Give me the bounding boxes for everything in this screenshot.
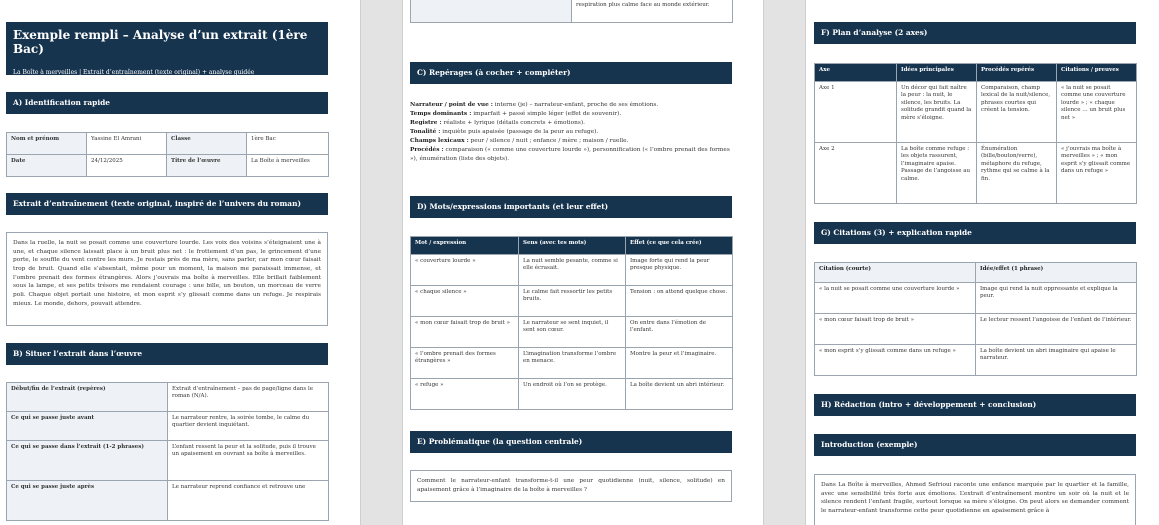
plan-header: Axe: [815, 64, 897, 82]
document-page-3: [806, 0, 1159, 525]
plan-cell: Axe 2: [815, 143, 897, 204]
reperage-item: [410, 119, 732, 128]
mots-row: [411, 348, 733, 379]
effet-cell: Le lecteur ressent l’angoisse de l’enfant de l’intérieur.: [976, 314, 1137, 345]
section-d-header: D) Mots/expressions importants (et leur effet): [410, 196, 732, 218]
situer-table-continued: [410, 0, 733, 23]
document-page-2: [403, 0, 763, 525]
reperage-value: comparaison (« comme une couverture lourde »), personnification (« l’ombre prenait des formes »), énumération (liste des objets).: [410, 146, 730, 162]
mots-row: [411, 255, 733, 286]
mots-cell: La nuit semble pesante, comme si elle écrasait.: [519, 255, 626, 286]
mots-row: [411, 286, 733, 317]
work-title-label: Titre de l’œuvre: [167, 155, 247, 177]
citation-row: [815, 345, 1137, 376]
situer-label: Ce qui se passe juste avant: [7, 412, 168, 441]
reperage-item: [410, 110, 732, 119]
plan-table: [814, 63, 1137, 204]
reperage-item: [410, 137, 732, 146]
section-h-header: H) Rédaction (intro + développement + conclusion): [814, 394, 1136, 416]
document-title: Exemple rempli – Analyse d’un extrait (1ère Bac): [13, 28, 308, 56]
section-g-header: G) Citations (3) + explication rapide: [814, 222, 1136, 244]
mots-cell: Tension : on attend quelque chose.: [626, 286, 733, 317]
reperage-label: Narrateur / point de vue :: [410, 102, 493, 108]
mots-cell: Le narrateur se sent inquiet, il sent son cœur.: [519, 317, 626, 348]
document-page-1: [0, 0, 360, 525]
citation-cell: « mon esprit s’y glissait comme dans un refuge »: [815, 345, 976, 376]
effet-cell: Image qui rend la nuit oppressante et explique la peur.: [976, 283, 1137, 314]
plan-row: [815, 82, 1137, 143]
intro-text: Dans La Boîte à merveilles, Ahmed Sefrioui raconte une enfance marquée par le quartier et la famille, avec une sensibilité très forte aux émotions. L’extrait d’entraînement montre un soir où la nuit et le silence rendent l’enfant fragile, surtout lorsque sa mère s’éloigne. On peut alors se demander comment le narrateur-enfant transforme cette peur quotidienne en apaisement grâce à: [814, 474, 1136, 525]
class-value: 1ère Bac: [247, 133, 329, 155]
citation-row: [815, 283, 1137, 314]
mots-cell: « couverture lourde »: [411, 255, 519, 286]
effet-header: Idée/effet (1 phrase): [976, 263, 1137, 283]
reperage-item: [410, 101, 732, 110]
reperage-value: réaliste + lyrique (détails concrets + émotions).: [441, 119, 585, 126]
intro-header: Introduction (exemple): [814, 434, 1136, 456]
situer-value: Le narrateur rentre, la soirée tombe, le calme du quartier devient inquiétant.: [168, 412, 329, 441]
reperage-label: Procédés :: [410, 146, 444, 153]
citation-cell: « mon cœur faisait trop de bruit »: [815, 314, 976, 345]
plan-cell: « j’ouvrais ma boîte à merveilles » ; « mon esprit s’y glissait comme dans un refuge »: [1057, 143, 1137, 204]
reperage-value: imparfait + passé simple léger (effet de souvenir).: [471, 110, 622, 117]
mots-cell: On entre dans l’émotion de l’enfant.: [626, 317, 733, 348]
mots-cell: Un endroit où l’on se protège.: [519, 379, 626, 410]
plan-header: Idées principales: [897, 64, 977, 82]
reperage-value: peur / silence / nuit ; enfance / mère ; maison / ruelle.: [468, 137, 629, 144]
extract-text: Dans la ruelle, la nuit se posait comme une couverture lourde. Les voix des voisins s’éteignaient une à une, et chaque silence laissait place à un bruit plus net : le frottement d’un pas, le grincement d’une porte, le souffle du vent contre les murs. Je restais près de ma mère, sans parler, car mon cœur faisait trop de bruit. Quand elle s’absentait, même pour un moment, la maison me paraissait immense, et l’ombre prenait des formes étrangères. Alors j’ouvrais ma boîte à merveilles. Elle brillait faiblement sous la lampe, et ses petits trésors me rendaient courage : une bille, un bouton, un morceau de verre poli. Chaque objet portait une histoire, et mon esprit s’y glissait comme dans un refuge. Je respirais mieux. Le monde, dehors, pouvait attendre.: [6, 232, 328, 326]
section-a-header: A) Identification rapide: [6, 92, 328, 114]
section-b-header: B) Situer l’extrait dans l’œuvre: [6, 343, 328, 365]
situer-value: Le narrateur reprend confiance et retrouve une: [168, 481, 329, 521]
citation-cell: « la nuit se posait comme une couverture lourde »: [815, 283, 976, 314]
mots-table: [410, 236, 733, 410]
reperage-label: Champs lexicaux :: [410, 137, 469, 144]
reperage-value: inquiète puis apaisée (passage de la peur au refuge).: [440, 128, 599, 135]
document-subtitle: La Boîte à merveilles | Extrait d’entraînement (texte original) + analyse guidée: [13, 69, 255, 76]
mots-cell: Image forte qui rend la peur presque physique.: [626, 255, 733, 286]
plan-cell: « la nuit se posait comme une couverture lourde » ; « chaque silence … un bruit plus net »: [1057, 82, 1137, 143]
plan-cell: Axe 1: [815, 82, 897, 143]
section-e-header: E) Problématique (la question centrale): [410, 431, 732, 453]
mots-row: [411, 379, 733, 410]
mots-cell: « chaque silence »: [411, 286, 519, 317]
name-label: Nom et prénom: [7, 133, 87, 155]
situer-value: Extrait d’entraînement – pas de page/ligne dans le roman (N/A).: [168, 383, 329, 412]
mots-header-sens: Sens (avec tes mots): [519, 237, 626, 255]
situer-row: [7, 383, 329, 412]
extract-header: Extrait d’entraînement (texte original, inspiré de l’univers du roman): [6, 193, 328, 215]
mots-cell: « refuge »: [411, 379, 519, 410]
situer-label-continued: [411, 0, 572, 23]
date-label: Date: [7, 155, 87, 177]
plan-cell: Un décor qui fait naître la peur : la nuit, le silence, les bruits. La solitude grandit quand la mère s’éloigne.: [897, 82, 977, 143]
reperage-item: [410, 128, 732, 137]
mots-header-effet: Effet (ce que cela crée): [626, 237, 733, 255]
citation-header: Citation (courte): [815, 263, 976, 283]
reperage-label: Tonalité :: [410, 128, 441, 135]
mots-cell: La boîte devient un abri intérieur.: [626, 379, 733, 410]
citation-row: [815, 314, 1137, 345]
reperage-item: [410, 146, 732, 164]
plan-cell: Énumération (bille/bouton/verre), métaphore du refuge, rythme qui se calme à la fin.: [977, 143, 1057, 204]
mots-cell: « l’ombre prenait des formes étrangères »: [411, 348, 519, 379]
name-value: Yassine El Amrani: [87, 133, 167, 155]
plan-row: [815, 143, 1137, 204]
section-f-header: F) Plan d’analyse (2 axes): [814, 22, 1136, 44]
work-title-value: La Boîte à merveilles: [247, 155, 329, 177]
reperage-label: Temps dominants :: [410, 110, 472, 117]
mots-row: [411, 317, 733, 348]
situer-value-continued: respiration plus calme face au monde extérieur.: [572, 0, 733, 23]
plan-header: Citations / preuves: [1057, 64, 1137, 82]
plan-cell: Comparaison, champ lexical de la nuit/silence, phrases courtes qui créent la tension.: [977, 82, 1057, 143]
situer-label: Début/fin de l’extrait (repères): [7, 383, 168, 412]
plan-cell: La boîte comme refuge : les objets rassurent, l’imaginaire apaise. Passage de l’angoisse au calme.: [897, 143, 977, 204]
situer-table: [6, 382, 329, 521]
situer-row: [7, 481, 329, 521]
mots-cell: Montre la peur et l’imaginaire.: [626, 348, 733, 379]
plan-header: Procédés repérés: [977, 64, 1057, 82]
effet-cell: La boîte devient un abri imaginaire qui apaise le narrateur.: [976, 345, 1137, 376]
citations-table: [814, 262, 1137, 376]
date-value: 24/12/2025: [87, 155, 167, 177]
reperage-value: interne (je) – narrateur-enfant, proche de ses émotions.: [492, 102, 659, 108]
reperages-list: [410, 101, 732, 164]
mots-header-mot: Mot / expression: [411, 237, 519, 255]
situer-value: L’enfant ressent la peur et la solitude, puis il trouve un apaisement en ouvrant sa boîte à merveilles.: [168, 441, 329, 481]
section-c-header: C) Repérages (à cocher + compléter): [410, 62, 732, 84]
title-banner: [6, 22, 328, 75]
class-label: Classe: [167, 133, 247, 155]
mots-cell: Le calme fait ressortir les petits bruits.: [519, 286, 626, 317]
situer-label: Ce qui se passe juste après: [7, 481, 168, 521]
identification-table: [6, 132, 329, 177]
situer-row: [7, 412, 329, 441]
problematique-text: Comment le narrateur-enfant transforme-t-il une peur quotidienne (nuit, silence, solitude) en apaisement grâce à l’imaginaire de la boîte à merveilles ?: [410, 470, 732, 502]
mots-cell: L’imagination transforme l’ombre en menace.: [519, 348, 626, 379]
reperage-label: Registre :: [410, 119, 442, 126]
mots-cell: « mon cœur faisait trop de bruit »: [411, 317, 519, 348]
situer-label: Ce qui se passe dans l’extrait (1-2 phrases): [7, 441, 168, 481]
situer-row: [7, 441, 329, 481]
